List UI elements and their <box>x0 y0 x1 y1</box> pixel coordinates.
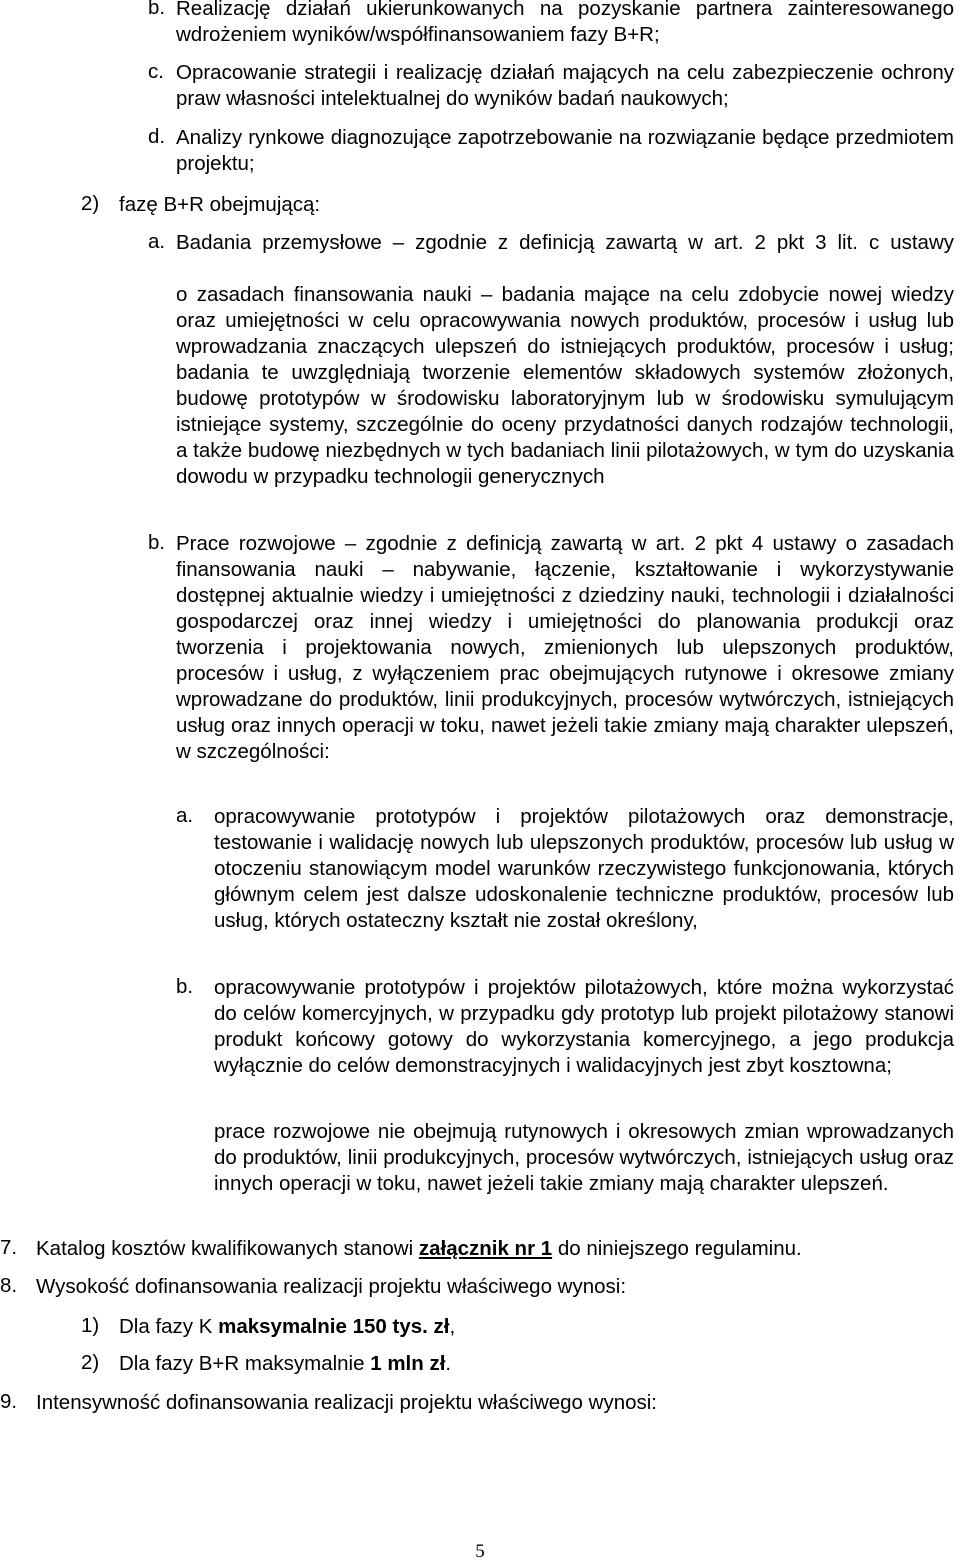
item-before: Dla fazy K <box>119 1315 219 1338</box>
phase-k-item-b <box>148 0 954 48</box>
item-amount: 1 mln zł <box>370 1352 446 1375</box>
item-label: a. <box>148 230 166 253</box>
item-text <box>119 1351 881 1377</box>
section-label: 9. <box>0 1390 18 1413</box>
item-label: d. <box>148 125 166 148</box>
section-8-text: Wysokość dofinansowania realizacji projektu właściwego wynosi: <box>36 1275 627 1298</box>
section-7 <box>0 1236 954 1262</box>
section-8 <box>0 1274 954 1300</box>
item-label: b. <box>148 0 166 19</box>
section-label: 8. <box>0 1274 18 1297</box>
item-after: , <box>449 1315 456 1338</box>
research-body <box>176 282 954 490</box>
section-8-item-2 <box>81 1351 881 1377</box>
item-text: opracowywanie prototypów i projektów pilotażowych, które można wykorzystać do celów komercyjnych, w przypadku gdy prototyp lub projekt pilotażowy stanowi produkt końcowy gotowy do wykorzystania komercyjnego, a jego produkcja wyłącznie do celów demonstracyjnych i walidacyjnych jest zbyt kosztowna; <box>214 976 954 1077</box>
item-label: 2) <box>81 1351 100 1374</box>
research-body-text: o zasadach finansowania nauki – badania mające na celu zdobycie nowej wiedzy oraz umiejętności w celu opracowywania nowych produktów, procesów i usług lub wprowadzania znaczących ulepszeń do istniejących produktów, procesów i usług; badania te uwzględniają tworzenie elementów składowych systemów złożonych, budowę prototypów w środowisku laboratoryjnym lub w środowisku symulującym istniejące systemy, szczególnie do oceny przydatności danych rodzajów technologii, a także budowę niezbędnych w tych badaniach linii pilotażowych, w tym do uzyskania dowodu w przypadku technologii generycznych <box>176 283 954 488</box>
item-amount: maksymalnie 150 tys. zł <box>218 1315 450 1338</box>
development-note-text: prace rozwojowe nie obejmują rutynowych i okresowych zmian wprowadzanych do produktów, linii produkcyjnych, procesów wytwórczych, istniejących usług oraz innych operacji w toku, nawet jeżeli takie zmiany mają charakter ulepszeń. <box>214 1120 954 1195</box>
development-text: Prace rozwojowe – zgodnie z definicją zawartą w art. 2 pkt 4 ustawy o zasadach finansowania nauki – nabywanie, łączenie, kształtowanie i wykorzystywanie dostępnej aktualnie wiedzy i umiejętności z dziedziny nauki, technologii i działalności gospodarczej oraz innej wiedzy i umiejętności do planowania produkcji oraz tworzenia i projektowania nowych, zmienionych lub ulepszonych produktów, procesów i usług, z wyłączeniem prac obejmujących rutynowe i okresowe zmiany wprowadzane do produktów, linii produkcyjnych, procesów wytwórczych, istniejących usług oraz innych operacji w toku, nawet jeżeli takie zmiany mają charakter ulepszeń, w szczególności: <box>176 532 954 763</box>
item-text: Realizację działań ukierunkowanych na pozyskanie partnera zainteresowanego wdrożeniem wyników/współfinansowaniem fazy B+R; <box>176 0 954 46</box>
item-after: . <box>445 1352 452 1375</box>
item-text <box>119 1314 881 1340</box>
item-text: Analizy rynkowe diagnozujące zapotrzebowanie na rozwiązanie będące przedmiotem projektu; <box>176 126 954 175</box>
phase-k-item-d <box>148 125 954 177</box>
item-label: c. <box>148 60 164 83</box>
section-9 <box>0 1390 954 1416</box>
item-label: b. <box>176 975 194 998</box>
development-note <box>214 1119 954 1197</box>
section-8-item-1 <box>81 1314 881 1340</box>
attachment-reference: załącznik nr 1 <box>418 1237 553 1260</box>
development-item <box>148 531 954 765</box>
phase-br-heading <box>81 192 781 218</box>
development-subitem-a <box>176 804 954 934</box>
item-label: b. <box>148 531 166 554</box>
item-text: opracowywanie prototypów i projektów pilotażowych oraz demonstracje, testowanie i walidację nowych lub ulepszonych produktów, procesów lub usług w otoczeniu stanowiącym model warunków rzeczywistego funkcjonowania, których głównym celem jest dalsze udoskonalenie techniczne produktów, procesów lub usług, których ostateczny kształt nie został określony, <box>214 805 954 932</box>
item-label: a. <box>176 804 194 827</box>
item-label: 2) <box>81 192 100 215</box>
item-text: fazę B+R obejmującą: <box>119 193 321 216</box>
phase-k-item-c <box>148 60 954 112</box>
section-label: 7. <box>0 1236 18 1259</box>
item-before: Dla fazy B+R maksymalnie <box>119 1352 371 1375</box>
section-9-text: Intensywność dofinansowania realizacji projektu właściwego wynosi: <box>36 1391 658 1414</box>
research-item <box>148 230 954 256</box>
item-text: Opracowanie strategii i realizację działań mających na celu zabezpieczenie ochrony praw własności intelektualnej do wyników badań naukowych; <box>176 61 954 110</box>
section-7-before: Katalog kosztów kwalifikowanych stanowi <box>36 1237 419 1260</box>
section-7-after: do niniejszego regulaminu. <box>552 1237 802 1260</box>
research-title: Badania przemysłowe – zgodnie z definicją zawartą w art. 2 pkt 3 lit. c ustawy <box>176 231 954 254</box>
item-label: 1) <box>81 1314 100 1337</box>
development-subitem-b <box>176 975 954 1079</box>
page-number: 5 <box>475 1541 485 1562</box>
section-7-text <box>36 1236 954 1262</box>
